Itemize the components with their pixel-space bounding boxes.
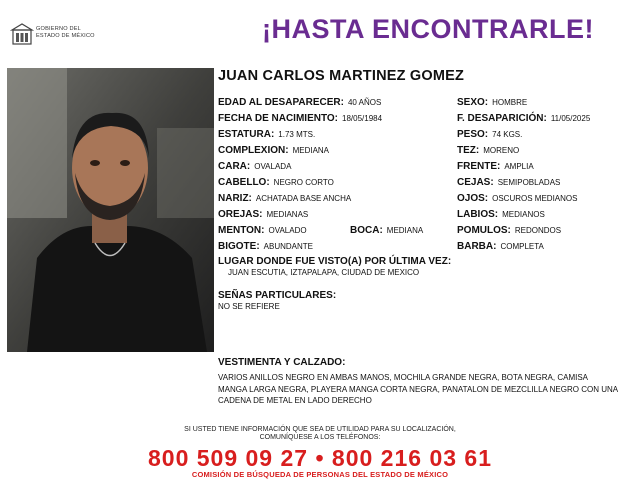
phone-number-1[interactable]: 800 509 09 27 [147,445,309,471]
field-tez [457,144,519,157]
field-sexo [457,96,527,109]
field-label: ESTATURA: [218,129,275,140]
field-value: MEDIANA [292,146,330,155]
field-edad [218,96,381,109]
field-value: 74 KGS. [492,130,523,139]
field-pomulos [457,224,561,237]
government-logo [10,22,120,46]
field-peso [457,128,522,141]
field-label: BARBA: [457,241,497,252]
field-cabello [218,176,334,189]
field-value: 1.73 MTS. [278,130,316,139]
field-value: MEDIANA [386,226,424,235]
field-value: SEMIPOBLADAS [497,178,561,187]
phone-number-2[interactable]: 800 216 03 61 [331,445,493,471]
logo-line-1: GOBIERNO DEL [36,26,81,32]
last-seen-label: LUGAR DONDE FUE VISTO(A) POR ÚLTIMA VEZ: [218,256,452,267]
logo-line-2: ESTADO DE MÉXICO [36,33,95,39]
field-barba [457,240,544,253]
contact-note-line-2: COMUNÍQUESE A LOS TELÉFONOS: [259,434,381,441]
field-value: MEDIANAS [266,210,309,219]
field-value: ACHATADA BASE ANCHA [255,194,352,203]
field-label: PESO: [457,129,489,140]
field-estatura [218,128,315,141]
field-bigote [218,240,313,253]
field-label: POMULOS: [457,225,511,236]
contact-note-line-1: SI USTED TIENE INFORMACIÓN QUE SEA DE UTILIDAD PARA SU LOCALIZACIÓN, [184,426,456,433]
field-value: OVALADO [268,226,307,235]
last-seen-value: JUAN ESCUTIA, IZTAPALAPA, CIUDAD DE MEXICO [228,268,420,277]
person-photo-illustration [7,68,214,352]
clothing-value: VARIOS ANILLOS NEGRO EN AMBAS MANOS, MOCHILA GRANDE NEGRA, BOTA NEGRA, CAMISA MANGA LARGA NEGRA, PLAYERA MANGA CORTA NEGRA, PANATALON DE MEZCLILLA NEGRO CON UNA CADENA DE METAL EN LADO DERECHO [218,373,618,405]
field-orejas [218,208,308,221]
field-boca [350,224,423,237]
state-emblem-icon [10,22,34,46]
clothing-label: VESTIMENTA Y CALZADO: [218,357,346,368]
field-labios [457,208,545,221]
field-label: FECHA DE NACIMIENTO: [218,113,338,124]
phone-separator: • [315,445,325,471]
field-ojos [457,192,577,205]
field-label: COMPLEXION: [218,145,289,156]
person-photo [7,68,214,352]
field-label: CABELLO: [218,177,270,188]
field-label: FRENTE: [457,161,501,172]
field-fecha-desaparicion [457,112,590,125]
field-value: HOMBRE [492,98,528,107]
field-label: BIGOTE: [218,241,260,252]
field-value: REDONDOS [514,226,562,235]
field-fecha-nacimiento [218,112,382,125]
field-label: OREJAS: [218,209,263,220]
field-frente [457,160,534,173]
field-value: ABUNDANTE [263,242,314,251]
field-value: 40 AÑOS [347,98,382,107]
field-label: MENTON: [218,225,265,236]
banner-title: ¡HASTA ENCONTRARLE! [262,14,594,44]
field-cara [218,160,291,173]
field-label: OJOS: [457,193,489,204]
field-value: MEDIANOS [502,210,545,219]
field-menton [218,224,307,237]
marks-label: SEÑAS PARTICULARES: [218,290,337,301]
contact-note [140,426,500,442]
field-cejas [457,176,560,189]
phone-numbers [0,445,640,472]
field-value: 18/05/1984 [342,114,383,123]
commission-name: COMISIÓN DE BÚSQUEDA DE PERSONAS DEL ESTADO DE MÉXICO [191,470,449,479]
marks-value: NO SE REFIERE [218,302,280,311]
field-value: 11/05/2025 [550,114,591,123]
field-value: OVALADA [254,162,292,171]
field-label: TEZ: [457,145,480,156]
field-label: BOCA: [350,225,383,236]
field-complexion [218,144,329,157]
logo-text [36,26,95,40]
field-value: OSCUROS MEDIANOS [492,194,578,203]
field-value: COMPLETA [500,242,544,251]
field-label: LABIOS: [457,209,499,220]
person-name: JUAN CARLOS MARTINEZ GOMEZ [218,68,465,84]
field-label: NARIZ: [218,193,252,204]
field-value: NEGRO CORTO [273,178,334,187]
field-value: AMPLIA [504,162,534,171]
field-label: CARA: [218,161,251,172]
field-label: EDAD AL DESAPARECER: [218,97,344,108]
field-nariz [218,192,351,205]
field-label: SEXO: [457,97,489,108]
field-label: F. DESAPARICIÓN: [457,113,547,124]
field-value: MORENO [483,146,520,155]
field-label: CEJAS: [457,177,494,188]
